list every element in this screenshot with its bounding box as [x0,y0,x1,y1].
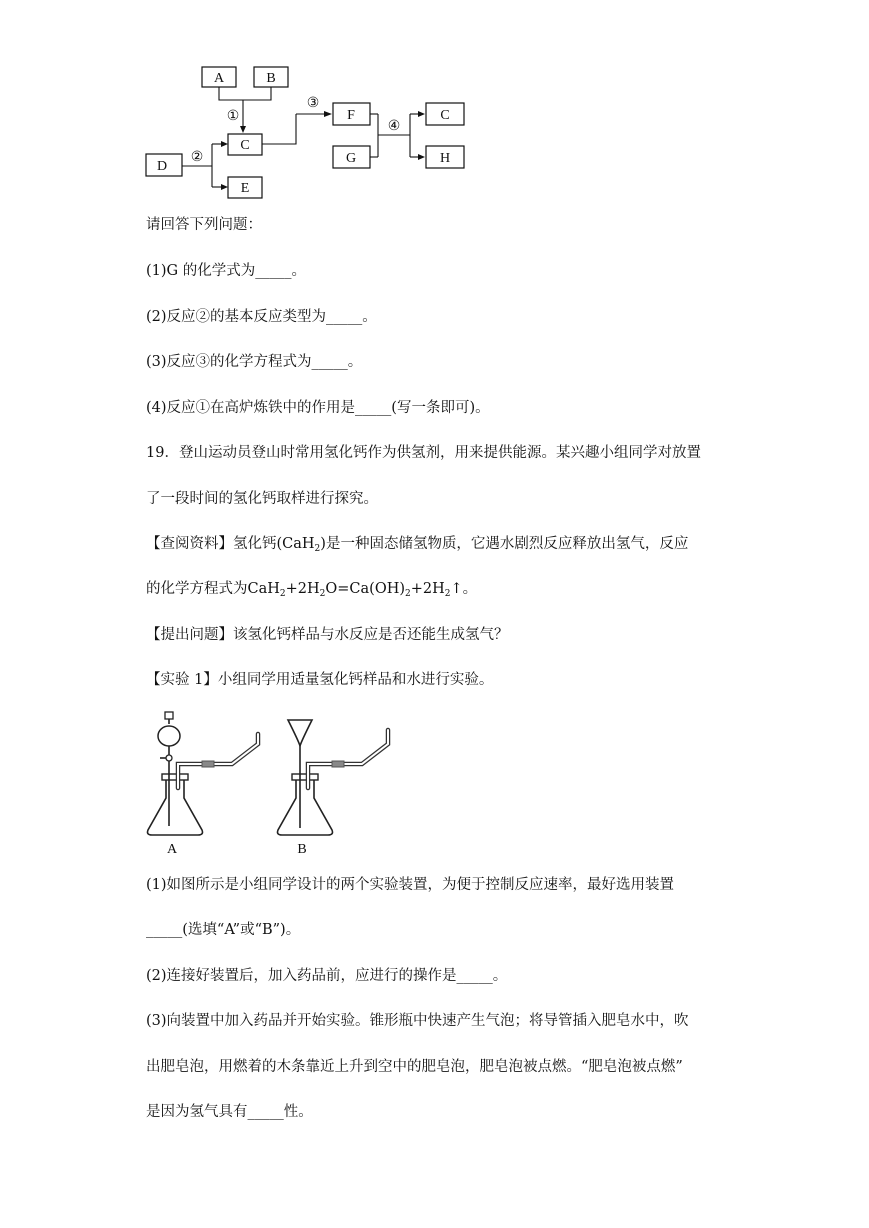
q19-equation: 的化学方程式为$CaH_2+2H_2O=Ca(OH)_2+2H_2↑$。 [146,581,478,599]
q19-experiment1: 【实验 1】小组同学用适量氢化钙样品和水进行实验。 [146,672,494,688]
q19-sub3-line1: (3)向装置中加入药品并开始实验。锥形瓶中快速产生气泡；将导管插入肥皂水中，吹 [146,1013,689,1029]
node-f [333,103,370,125]
q18-sub3: (3)反应③的化学方程式为_____。 [146,354,363,370]
svg-text:H: H [439,151,451,166]
node-h [426,146,464,168]
q19-info: 【查阅资料】氢化钙(CaH$_2$)是一种固态储氢物质，它遇水剧烈反应释放出氢气，反应 [146,536,689,554]
node-g [333,146,370,168]
svg-text:C: C [240,138,250,153]
reaction-label-1: ① [226,109,240,124]
q19-sub3-line2: 出肥皂泡，用燃着的木条靠近上升到空中的肥皂泡，肥皂泡被点燃。“肥皂泡被点燃” [146,1059,683,1075]
chemical-equation: $CaH_2+2H_2O=Ca(OH)_2+2H_2↑$。 [247,581,478,599]
svg-text:C: C [440,108,450,123]
apparatus-figure [140,706,400,856]
q18-sub1: (1)G 的化学式为_____。 [146,263,306,279]
reaction-label-3: ③ [306,96,320,111]
svg-text:B: B [266,71,276,86]
node-b [254,67,288,87]
q19-sub2: (2)连接好装置后，加入药品前，应进行的操作是_____。 [146,968,508,984]
reaction-label-2: ② [190,150,204,165]
svg-text:F: F [347,108,355,123]
q19-sub1-line1: (1)如图所示是小组同学设计的两个实验装置，为便于控制反应速率，最好选用装置 [146,877,675,893]
apparatus-a-label: A [166,842,178,856]
q18-sub4: (4)反应①在高炉炼铁中的作用是_____(写一条即可)。 [146,400,490,416]
svg-text:A: A [213,71,225,86]
reaction-flowchart [140,60,470,205]
apparatus-a [148,712,259,835]
q19-sub3-line3: 是因为氢气具有_____性。 [146,1104,313,1120]
reaction-label-4: ④ [387,119,401,134]
flowchart-connectors [182,87,425,190]
svg-text:G: G [345,151,357,166]
q19-intro-line2: 了一段时间的氢化钙取样进行探究。 [146,491,378,507]
node-d [146,154,182,176]
cah2-formula: CaH$_2$ [282,536,321,554]
apparatus-b [278,720,389,835]
node-c2 [426,103,464,125]
node-c1 [228,134,262,155]
node-a [202,67,236,87]
q18-sub2: (2)反应②的基本反应类型为_____。 [146,309,377,325]
node-e [228,177,262,198]
svg-text:D: D [156,159,168,174]
q18-prompt: 请回答下列问题： [146,217,262,233]
q19-question: 【提出问题】该氢化钙样品与水反应是否还能生成氢气？ [146,627,509,643]
q19-sub1-line2: _____(选填“A”或“B”)。 [146,922,301,938]
apparatus-b-label: B [297,842,307,856]
q19-intro-line1: 19．登山运动员登山时常用氢化钙作为供氢剂，用来提供能源。某兴趣小组同学对放置 [146,445,701,461]
svg-text:E: E [240,181,250,196]
